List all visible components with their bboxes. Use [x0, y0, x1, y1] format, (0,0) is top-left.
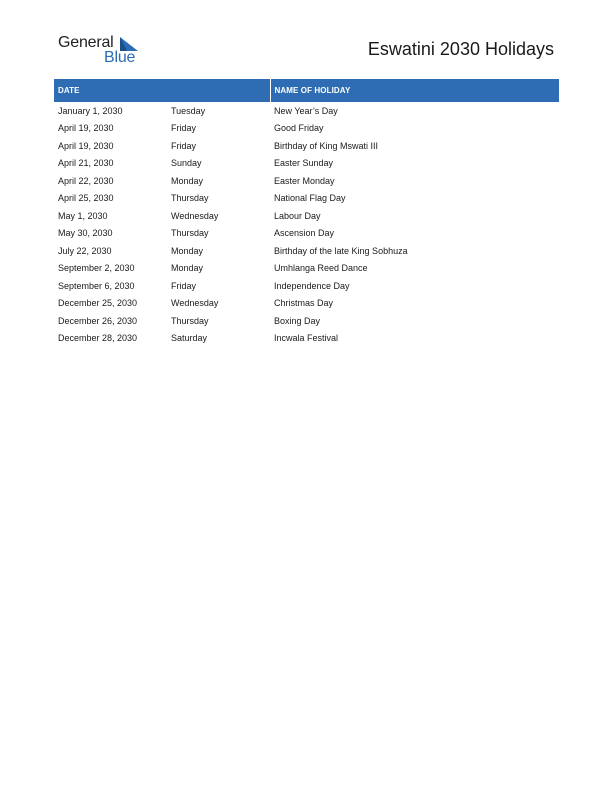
holiday-weekday: Thursday — [171, 228, 209, 239]
table-row — [54, 102, 559, 120]
table-row — [54, 312, 559, 330]
holiday-date: January 1, 2030 — [58, 105, 123, 116]
holiday-date: April 22, 2030 — [58, 175, 114, 186]
generalblue-logo — [58, 34, 148, 68]
holiday-date: May 1, 2030 — [58, 210, 108, 221]
holiday-weekday: Monday — [171, 245, 204, 256]
table-body — [54, 102, 559, 347]
holiday-name: Easter Sunday — [274, 158, 334, 169]
holiday-date: April 25, 2030 — [58, 193, 114, 204]
holiday-weekday: Monday — [171, 263, 204, 274]
holiday-date: December 28, 2030 — [58, 333, 138, 344]
table-row — [54, 225, 559, 243]
holiday-weekday: Thursday — [171, 315, 209, 326]
table-row — [54, 120, 559, 138]
holiday-name: New Year’s Day — [274, 105, 338, 116]
holiday-weekday: Saturday — [171, 333, 208, 344]
holiday-date: April 21, 2030 — [58, 158, 114, 169]
table-row — [54, 242, 559, 260]
table-row — [54, 260, 559, 278]
table-row — [54, 172, 559, 190]
holiday-date: July 22, 2030 — [58, 245, 112, 256]
holiday-name: Christmas Day — [274, 298, 334, 309]
holiday-name: Labour Day — [274, 210, 321, 221]
holiday-date: December 25, 2030 — [58, 298, 138, 309]
table-row — [54, 155, 559, 173]
holiday-name: Independence Day — [274, 280, 350, 291]
holiday-weekday: Wednesday — [171, 298, 219, 309]
holiday-date: September 6, 2030 — [58, 280, 135, 291]
holiday-name: Birthday of King Mswati III — [274, 140, 379, 151]
holiday-name: Easter Monday — [274, 175, 335, 186]
holiday-weekday: Monday — [171, 175, 204, 186]
holiday-name: Birthday of the late King Sobhuza — [274, 245, 408, 256]
holiday-name: National Flag Day — [274, 193, 346, 204]
holiday-weekday: Wednesday — [171, 210, 219, 221]
holiday-weekday: Friday — [171, 280, 197, 291]
holiday-weekday: Friday — [171, 123, 197, 134]
table-row — [54, 190, 559, 208]
holiday-name: Ascension Day — [274, 228, 335, 239]
holiday-table — [54, 79, 559, 347]
holiday-name: Boxing Day — [274, 315, 321, 326]
holiday-date: December 26, 2030 — [58, 315, 138, 326]
logo-word-general: General — [58, 34, 114, 51]
table-row — [54, 207, 559, 225]
column-header-date: DATE — [54, 79, 270, 102]
holiday-date: September 2, 2030 — [58, 263, 135, 274]
holiday-weekday: Friday — [171, 140, 197, 151]
holiday-weekday: Thursday — [171, 193, 209, 204]
table-row — [54, 330, 559, 348]
column-header-holiday-name: NAME OF HOLIDAY — [270, 79, 559, 102]
table-header-row — [54, 79, 559, 102]
table-row — [54, 295, 559, 313]
holiday-name: Umhlanga Reed Dance — [274, 263, 368, 274]
holiday-name: Incwala Festival — [274, 333, 339, 344]
page-title: Eswatini 2030 Holidays — [367, 39, 554, 59]
holiday-weekday: Sunday — [171, 158, 202, 169]
holiday-name: Good Friday — [274, 123, 324, 134]
logo-word-blue: Blue — [104, 49, 136, 66]
holiday-date: April 19, 2030 — [58, 140, 114, 151]
table-row — [54, 277, 559, 295]
holiday-date: May 30, 2030 — [58, 228, 113, 239]
holiday-date: April 19, 2030 — [58, 123, 114, 134]
holiday-weekday: Tuesday — [171, 105, 206, 116]
table-row — [54, 137, 559, 155]
